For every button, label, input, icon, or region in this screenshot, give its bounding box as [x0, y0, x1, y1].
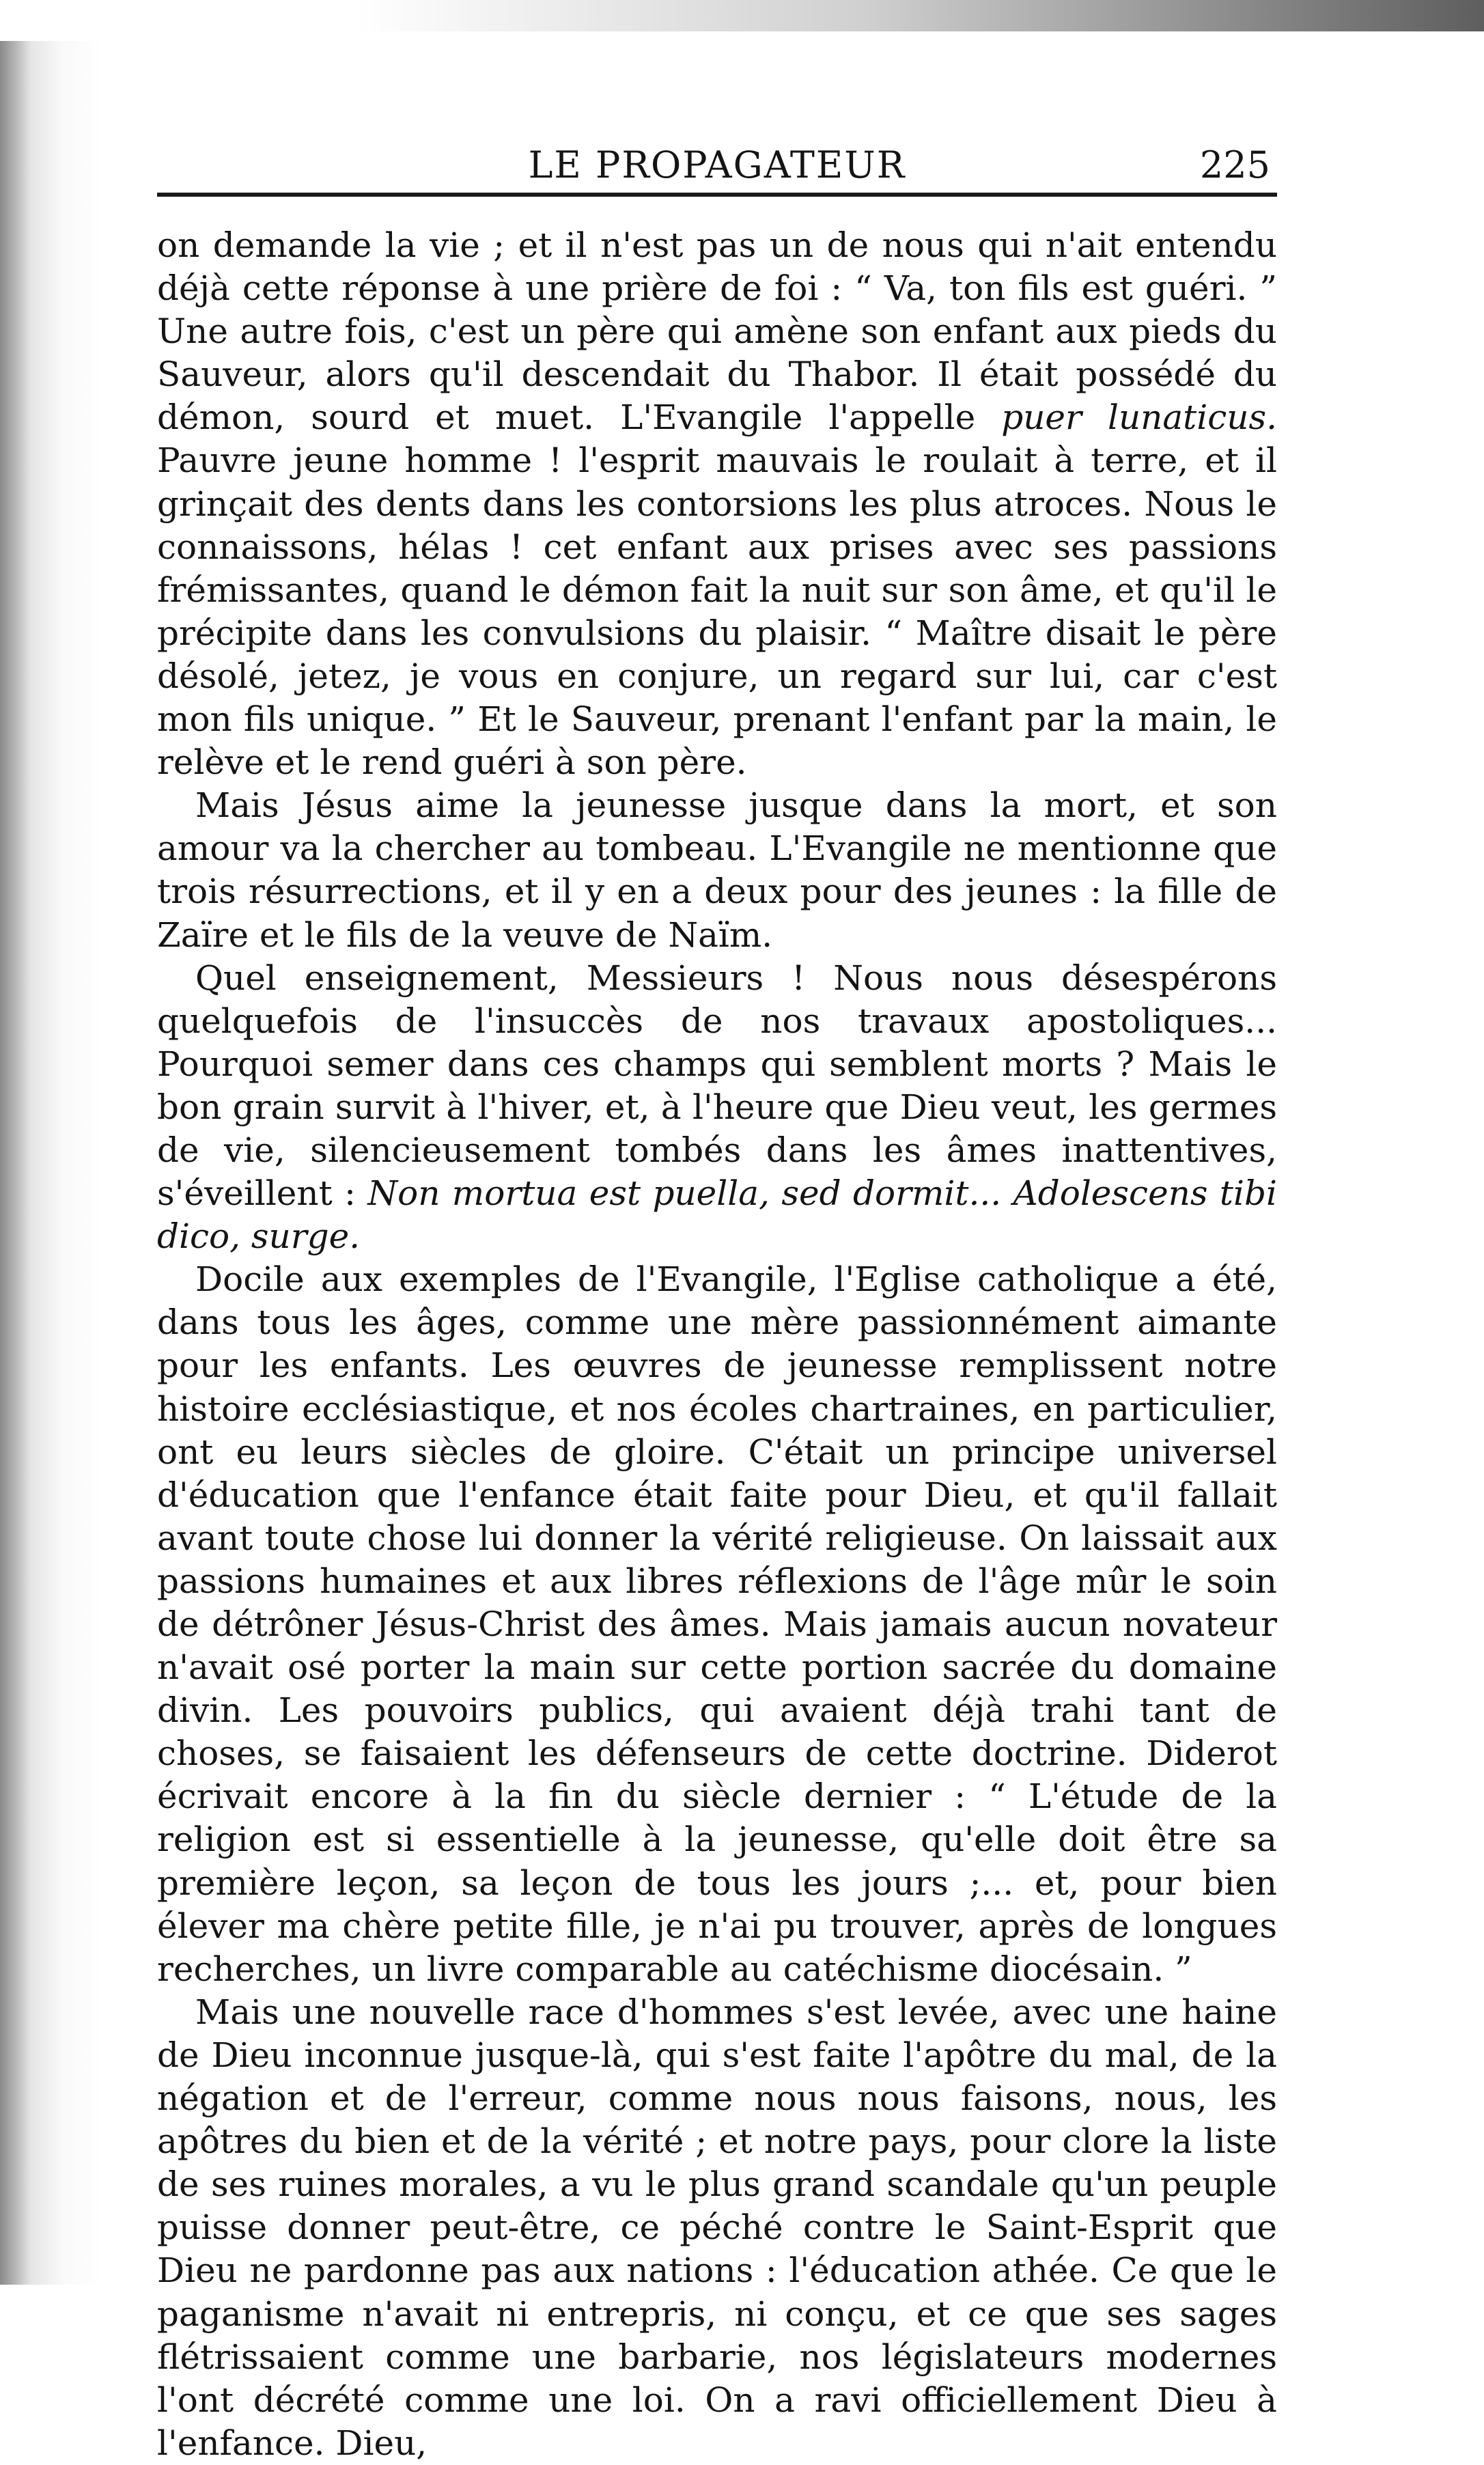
body-text [157, 224, 1277, 2465]
latin-quote: puer lunaticus. [1001, 398, 1278, 438]
page-header [157, 116, 1277, 197]
paragraph: Docile aux exemples de l'Evangile, l'Eglise catholique a été, dans tous les âges, comme une mère passionnément aimante pour les enfants. Les œuvres de jeunesse remplissent notre histoire ecclésiastique, et nos écoles chartraines, en particulier, ont eu leurs siècles de gloire. C'était un principe universel d'éducation que l'enfance était faite pour Dieu, et qu'il fallait avant toute chose lui donner la vérité religieuse. On laissait aux passions humaines et aux libres réflexions de l'âge mûr le soin de détrôner Jésus-Christ des âmes. Mais jamais aucun novateur n'avait osé porter la main sur cette portion sacrée du domaine divin. Les pouvoirs publics, qui avaient déjà trahi tant de choses, se faisaient les défenseurs de cette doctrine. Diderot écrivait encore à la fin du siècle dernier : “ L'étude de la religion est si essentielle à la jeunesse, qu'elle doit être sa première leçon, sa leçon de tous les jours ;... et, pour bien élever ma chère petite fille, je n'ai pu trouver, après de longues recherches, un livre comparable au catéchisme diocésain. ” [157, 1259, 1277, 1989]
book-spine-shadow [0, 41, 102, 2285]
paragraph: Mais Jésus aime la jeunesse jusque dans la mort, et son amour va la chercher au tombeau. L'Evangile ne mentionne que trois résurrections, et il y en a deux pour des jeunes : la fille de Zaïre et le fils de la veuve de Naïm. [157, 785, 1277, 955]
paragraph: Mais une nouvelle race d'hommes s'est levée, avec une haine de Dieu inconnue jusque-là, qui s'est faite l'apôtre du mal, de la négation et de l'erreur, comme nous nous faisons, nous, les apôtres du bien et de la vérité ; et notre pays, pour clore la liste de ses ruines morales, a vu le plus grand scandale qu'un peuple puisse donner peut-être, ce péché contre le Saint-Esprit que Dieu ne pardonne pas aux nations : l'éducation athée. Ce que le paganisme n'avait ni entrepris, ni conçu, et ce que ses sages flétrissaient comme une barbarie, nos législateurs modernes l'ont décrété comme une loi. On a ravi officiellement Dieu à l'enfance. Dieu, [157, 1992, 1277, 2463]
paragraph: on demande la vie ; et il n'est pas un de nous qui n'ait entendu déjà cette réponse à une prière de foi : “ Va, ton fils est guéri. ” Une autre fois, c'est un père qui amène son enfant aux pieds du Sauveur, alors qu'il descendait du Thabor. Il était possédé du démon, sourd et muet. L'Evangile l'appelle puer lunaticus. Pauvre jeune homme ! l'esprit mauvais le roulait à terre, et il grinçait des dents dans les contorsions les plus atroces. Nous le connaissons, hélas ! cet enfant aux prises avec ses passions frémissantes, quand le démon fait la nuit sur son âme, et qu'il le précipite dans les convulsions du plaisir. “ Maître disait le père désolé, jetez, je vous en conjure, un regard sur lui, car c'est mon fils unique. ” Et le Sauveur, prenant l'enfant par la main, le relève et le rend guéri à son père. [157, 225, 1278, 783]
paragraph: Quel enseignement, Messieurs ! Nous nous désespérons quelquefois de l'insuccès de nos travaux apostoliques... Pourquoi semer dans ces champs qui semblent morts ? Mais le bon grain survit à l'hiver, et, à l'heure que Dieu veut, les germes de vie, silencieusement tombés dans les âmes inattentives, s'éveillent : Non mortua est puella, sed dormit... Adolescens tibi dico, surge. [157, 958, 1277, 1257]
page-number: 225 [1199, 143, 1270, 186]
running-title: LE PROPAGATEUR [528, 143, 906, 186]
latin-quote: Non mortua est puella, sed dormit... Adolescens tibi dico, surge. [157, 1173, 1277, 1257]
book-page [157, 116, 1277, 2465]
page-top-edge [355, 0, 1484, 31]
